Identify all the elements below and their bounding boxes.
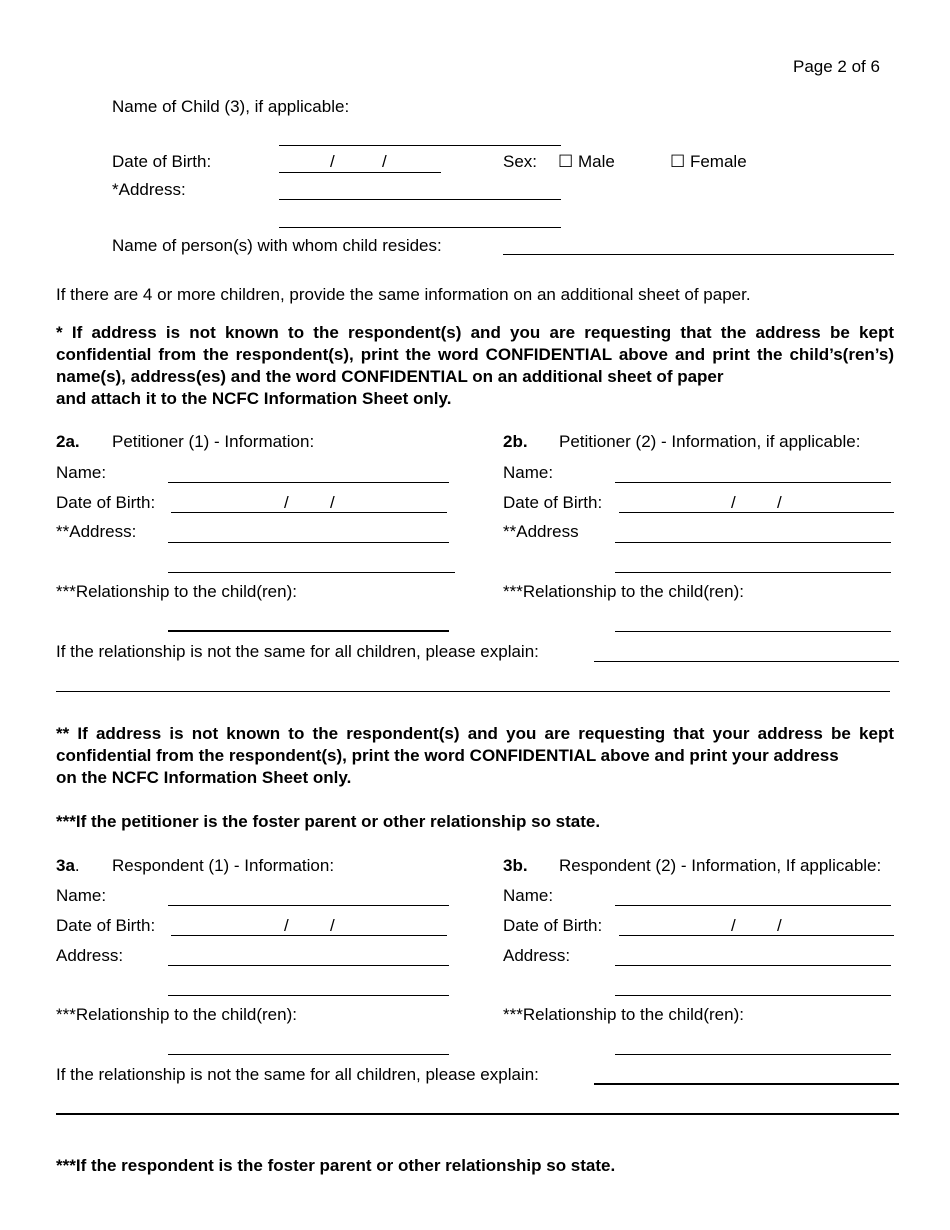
respondent2-dob-slash-1: /: [731, 916, 736, 935]
respondent2-name-label: Name:: [503, 886, 554, 905]
petitioner2-number: 2b.: [503, 432, 528, 451]
respondent1-title: Respondent (1) - Information:: [112, 856, 335, 875]
child3-dob-label: Date of Birth:: [112, 152, 212, 171]
respondent1-address-line-1[interactable]: [168, 965, 449, 966]
petitioner-explain-label: If the relationship is not the same for all children, please explain:: [56, 642, 539, 661]
page-number: Page 2 of 6: [793, 57, 880, 76]
respondent1-name-field[interactable]: [168, 905, 449, 906]
petitioner2-name-field[interactable]: [615, 482, 891, 483]
petitioner2-address-line-2[interactable]: [615, 572, 891, 573]
male-checkbox[interactable]: ☐ Male: [558, 152, 615, 171]
petitioner-foster-note: ***If the petitioner is the foster parent or other relationship so state.: [56, 812, 601, 831]
respondent2-dob-slash-2: /: [777, 916, 782, 935]
respondent1-address-line-2[interactable]: [168, 995, 449, 996]
respondent2-title: Respondent (2) - Information, If applicable:: [559, 856, 882, 875]
petitioner1-dob-label: Date of Birth:: [56, 493, 156, 512]
child3-sex-label: Sex:: [503, 152, 538, 171]
petitioner1-address-line-1[interactable]: [168, 542, 449, 543]
child3-name-label: Name of Child (3), if applicable:: [112, 97, 350, 116]
petitioner2-dob-label: Date of Birth:: [503, 493, 603, 512]
petitioner2-title: Petitioner (2) - Information, if applicable:: [559, 432, 861, 451]
respondent2-dob-label: Date of Birth:: [503, 916, 603, 935]
respondent1-dob-slash-2: /: [330, 916, 335, 935]
petitioner2-dob-slash-2: /: [777, 493, 782, 512]
petitioner1-relationship-label: ***Relationship to the child(ren):: [56, 582, 297, 601]
petitioner2-address-line-1[interactable]: [615, 542, 891, 543]
child3-dob-slash-2: /: [382, 152, 387, 171]
respondent2-address-line-1[interactable]: [615, 965, 891, 966]
respondent2-relationship-field[interactable]: [615, 1054, 891, 1055]
child3-address-line-2[interactable]: [279, 227, 561, 228]
respondent2-dob-field[interactable]: [619, 935, 894, 936]
petitioner1-title: Petitioner (1) - Information:: [112, 432, 315, 451]
child3-address-label: *Address:: [112, 180, 186, 199]
petitioner1-dob-slash-2: /: [330, 493, 335, 512]
child3-resides-label: Name of person(s) with whom child resides:: [112, 236, 442, 255]
respondent1-relationship-field[interactable]: [168, 1054, 449, 1055]
petitioner1-relationship-field[interactable]: [168, 630, 449, 632]
female-checkbox[interactable]: ☐ Female: [670, 152, 747, 171]
respondent-explain-field-2[interactable]: [56, 1113, 899, 1115]
petitioner1-address-line-2[interactable]: [168, 572, 455, 573]
confidential-petitioner-note-last: on the NCFC Information Sheet only.: [56, 768, 352, 787]
respondent1-relationship-label: ***Relationship to the child(ren):: [56, 1005, 297, 1024]
respondent2-address-line-2[interactable]: [615, 995, 891, 996]
petitioner-explain-field-1[interactable]: [594, 661, 899, 662]
respondent2-address-label: Address:: [503, 946, 571, 965]
petitioner2-address-label: **Address: [503, 522, 579, 541]
child3-resides-field[interactable]: [503, 254, 894, 255]
respondent1-dob-field[interactable]: [171, 935, 447, 936]
respondent2-number: 3b.: [503, 856, 528, 875]
petitioner2-dob-slash-1: /: [731, 493, 736, 512]
respondent1-number: [56, 856, 80, 876]
respondent2-name-field[interactable]: [615, 905, 891, 906]
petitioner1-dob-field[interactable]: [171, 512, 447, 513]
respondent-foster-note: ***If the respondent is the foster parent or other relationship so state.: [56, 1156, 616, 1175]
respondent1-name-label: Name:: [56, 886, 107, 905]
confidential-child-note-last: and attach it to the NCFC Information Sheet only.: [56, 389, 452, 408]
respondent1-number-text: 3a: [56, 856, 75, 875]
petitioner1-name-field[interactable]: [168, 482, 449, 483]
four-or-more-note: If there are 4 or more children, provide the same information on an additional sheet of paper.: [56, 285, 751, 304]
confidential-child-note: [56, 322, 894, 410]
child3-dob-field[interactable]: [279, 172, 441, 173]
petitioner1-number: 2a.: [56, 432, 80, 451]
respondent1-number-dot: .: [74, 856, 80, 875]
respondent-explain-field-1[interactable]: [594, 1083, 899, 1085]
child3-name-field[interactable]: [279, 145, 561, 146]
respondent-explain-label: If the relationship is not the same for all children, please explain:: [56, 1065, 539, 1084]
petitioner2-relationship-label: ***Relationship to the child(ren):: [503, 582, 744, 601]
child3-address-line-1[interactable]: [279, 199, 561, 200]
petitioner2-dob-field[interactable]: [619, 512, 894, 513]
confidential-child-note-body: * If address is not known to the respondent(s) and you are requesting that the address be kept confidential from the respondent(s), print the word CONFIDENTIAL above and print the child’s(ren’s) name(s), address(es) and the word CONFIDENTIAL on an additional sheet of paper: [56, 323, 894, 386]
confidential-petitioner-note-body: ** If address is not known to the respondent(s) and you are requesting that your address be kept confidential from the respondent(s), print the word CONFIDENTIAL above and print your address: [56, 724, 894, 765]
respondent1-dob-label: Date of Birth:: [56, 916, 156, 935]
petitioner1-address-label: **Address:: [56, 522, 137, 541]
petitioner2-name-label: Name:: [503, 463, 554, 482]
petitioner1-dob-slash-1: /: [284, 493, 289, 512]
petitioner-explain-field-2[interactable]: [56, 691, 890, 692]
respondent2-relationship-label: ***Relationship to the child(ren):: [503, 1005, 744, 1024]
child3-dob-slash-1: /: [330, 152, 335, 171]
petitioner1-name-label: Name:: [56, 463, 107, 482]
confidential-petitioner-note: [56, 723, 894, 789]
respondent1-dob-slash-1: /: [284, 916, 289, 935]
petitioner2-relationship-field[interactable]: [615, 631, 891, 632]
respondent1-address-label: Address:: [56, 946, 124, 965]
